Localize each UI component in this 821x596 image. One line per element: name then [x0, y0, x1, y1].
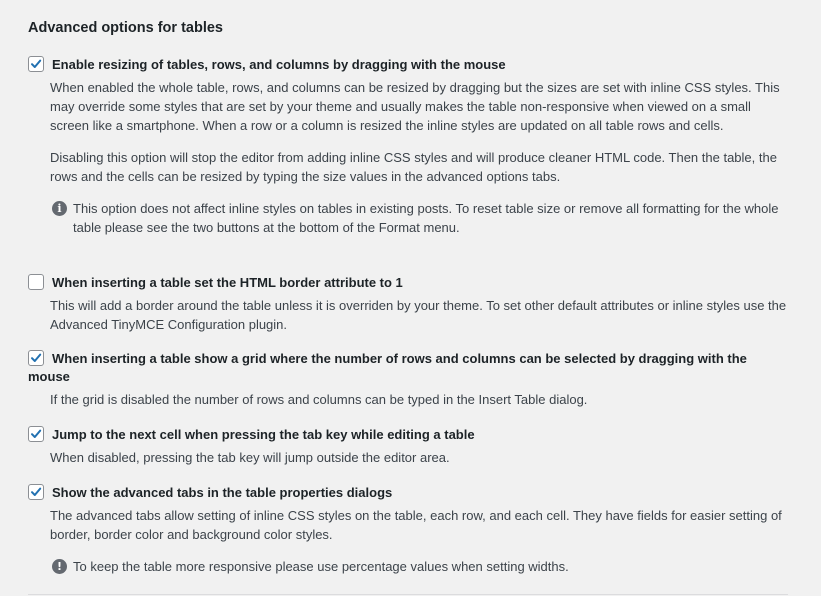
option-description	[50, 390, 788, 409]
description-paragraph: If the grid is disabled the number of rows and columns can be typed in the Insert Table dialog.	[50, 392, 588, 407]
checkmark-icon	[30, 428, 42, 440]
option-insert-grid	[28, 350, 788, 409]
description-paragraph: This will add a border around the table unless it is overriden by your theme. To set other default attributes or inline styles use the Advanced TinyMCE Configuration plugin.	[50, 298, 787, 332]
warning-note	[50, 557, 788, 576]
checkmark-icon	[30, 352, 42, 364]
description-paragraph: Disabling this option will stop the editor from adding inline CSS styles and will produce cleaner HTML code. Then the table, the rows and the cells can be resized by typing the size values in the advanced options tabs.	[50, 150, 777, 184]
warning-note-text: To keep the table more responsive please use percentage values when setting widths.	[73, 559, 569, 574]
option-description	[50, 448, 788, 467]
option-row	[28, 484, 788, 502]
option-tab-key	[28, 426, 788, 467]
option-advanced-tabs	[28, 484, 788, 576]
option-description	[50, 506, 788, 576]
info-note-text: This option does not affect inline styles on tables in existing posts. To reset table size or remove all formatting for the whole table please see the two buttons at the bottom of the Format menu.	[73, 201, 779, 235]
section-title: Advanced options for tables	[28, 20, 223, 36]
checkmark-icon	[30, 58, 42, 70]
resizing-checkbox[interactable]	[28, 56, 44, 72]
checkmark-icon	[30, 486, 42, 498]
border-attribute-label[interactable]: When inserting a table set the HTML border attribute to 1	[52, 275, 403, 290]
option-row	[28, 350, 788, 386]
description-paragraph: The advanced tabs allow setting of inline CSS styles on the table, each row, and each cell. They have fields for easier setting of border, border color and background color styles.	[50, 508, 782, 542]
resizing-label[interactable]: Enable resizing of tables, rows, and columns by dragging with the mouse	[52, 57, 506, 72]
option-row	[28, 56, 788, 74]
option-enable-resizing	[28, 56, 788, 237]
exclamation-icon: !	[52, 559, 67, 574]
info-icon: i	[52, 201, 67, 216]
advanced-tabs-label[interactable]: Show the advanced tabs in the table properties dialogs	[52, 485, 393, 500]
option-description	[50, 78, 788, 237]
advanced-tabs-checkbox[interactable]	[28, 484, 44, 500]
description-paragraph: When disabled, pressing the tab key will jump outside the editor area.	[50, 450, 450, 465]
insert-grid-checkbox[interactable]	[28, 350, 44, 366]
description-paragraph: When enabled the whole table, rows, and columns can be resized by dragging but the sizes are set with inline CSS styles. This may override some styles that are set by your theme and usually makes the table non-responsive when viewed on a small screen like a smartphone. When a row or a column is resized the inline styles are updated on all table rows and cells.	[50, 80, 780, 133]
option-border-attribute	[28, 274, 788, 334]
option-row	[28, 274, 788, 292]
section-divider	[28, 594, 788, 595]
option-row	[28, 426, 788, 444]
border-attribute-checkbox[interactable]	[28, 274, 44, 290]
tab-key-label[interactable]: Jump to the next cell when pressing the tab key while editing a table	[52, 427, 475, 442]
insert-grid-label[interactable]: When inserting a table show a grid where the number of rows and columns can be selected by dragging with the mouse	[28, 351, 747, 384]
info-note	[50, 199, 788, 237]
option-description	[50, 296, 788, 334]
tab-key-checkbox[interactable]	[28, 426, 44, 442]
